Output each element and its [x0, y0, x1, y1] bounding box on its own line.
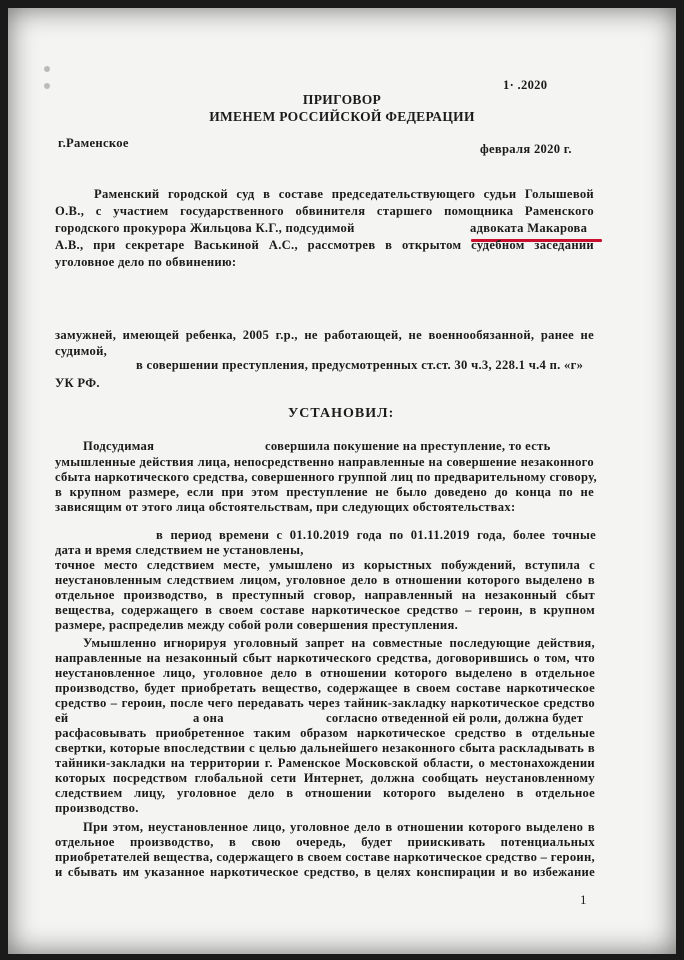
body-line: расфасовывать приобретенное таким образом наркотическое средство в отдельные [55, 726, 595, 740]
lawyer-name: адвоката Макарова [470, 221, 588, 235]
defendant-line: УК РФ. [55, 376, 100, 390]
body-line: вещества, содержащего в своем составе наркотическое средство – героин, в крупном [55, 603, 595, 617]
intro-line: О.В., с участием государственного обвинителя старшего помощника Раменского [55, 204, 594, 218]
body-line: тайники-закладки на территории г. Раменское Московской области, о местонахождении [55, 756, 595, 770]
body-line: совершила покушение на преступление, то есть [265, 439, 551, 453]
document-title: ПРИГОВОР [302, 92, 382, 107]
body-line: неустановленное лицо, уголовное дело в отношении которого выделено в отдельное [55, 666, 595, 680]
body-line: следствием лицу, уголовное дело в отношении которого выделено в отдельное [55, 786, 595, 800]
intro-line: уголовное дело по обвинению: [55, 255, 237, 269]
date-top: 1· .2020 [503, 78, 548, 92]
city: г.Раменское [58, 136, 129, 150]
body-line: отдельное производство, в преступный сговор, направленный на незаконный сбыт [55, 588, 595, 602]
body-line: размере, распределив между собой роли совершения преступления. [55, 618, 459, 632]
document-page [8, 8, 676, 954]
body-line: дата и время следствием не установлены, [55, 543, 304, 557]
body-line: направленные на незаконный сбыт наркотического средства, договорившись о том, что [55, 651, 595, 665]
defendant-line: судимой, [55, 344, 108, 358]
body-line: в крупном размере, если при этом преступление не было доведено до конца по не [55, 485, 594, 499]
punch-hole [44, 66, 50, 72]
body-line: и сбывать им указанное наркотическое средство, в целях конспирации и во избежание [55, 865, 595, 879]
intro-line: городского прокурора Жильцова К.Г., подсудимой [55, 221, 355, 235]
body-line: Умышленно игнорируя уголовный запрет на совместные последующие действия, [83, 636, 595, 650]
body-line: согласно отведенной ей роли, должна будет [326, 711, 584, 725]
intro-line: А.В., при секретаре Васькиной А.С., рассмотрев в открытом судебном заседании [55, 238, 594, 252]
body-line: производство, будет приобретать вещество, содержащее в своем составе наркотическое [55, 681, 595, 695]
intro-line: Раменский городской суд в составе председательствующего судьи Голышевой [94, 187, 594, 201]
body-line: производство. [55, 801, 139, 815]
date: февраля 2020 г. [480, 142, 572, 156]
defendant-line: в совершении преступления, предусмотренных ст.ст. 30 ч.3, 228.1 ч.4 п. «г» [136, 358, 584, 372]
body-line: При этом, неустановленное лицо, уголовное дело в отношении которого выделено в [83, 820, 595, 834]
body-line: сбыта наркотического средства, совершенного группой лиц по предварительному сговору, [55, 470, 597, 484]
body-line: зависящим от этого лица обстоятельствам, при следующих обстоятельствах: [55, 500, 516, 514]
body-line: а она [193, 711, 224, 725]
body-line: отдельное производство, в свою очередь, будет приискивать потенциальных [55, 835, 595, 849]
body-line: точное место следствием месте, умышлено из корыстных побуждений, вступила с [55, 558, 595, 572]
body-line: свертки, которые впоследствии с целью дальнейшего незаконного сбыта раскладывать в [55, 741, 595, 755]
page-number: 1 [580, 892, 587, 907]
body-line: в период времени с 01.10.2019 года по 01.11.2019 года, более точные [156, 528, 596, 542]
body-line: неустановленным следствием лицом, уголовное дело в отношении которого выделено в [55, 573, 595, 587]
document-subtitle: ИМЕНЕМ РОССИЙСКОЙ ФЕДЕРАЦИИ [209, 109, 475, 124]
body-line: средство – героин, после чего передавать через тайник-закладку наркотическое средство [55, 696, 595, 710]
body-line: ей [55, 711, 69, 725]
section-title: УСТАНОВИЛ: [288, 406, 395, 421]
body-line: умышленные действия лица, непосредственно направленные на совершение незаконного [55, 455, 594, 469]
body-line: приобретателей вещества, содержащего в своем составе наркотическое средство – героин, [55, 850, 595, 864]
defendant-line: замужней, имеющей ребенка, 2005 г.р., не работающей, не военнообязанной, ранее не [55, 328, 594, 342]
body-line: которых посредством глобальной сети Интернет, должна сообщать неустановленному [55, 771, 595, 785]
punch-hole [44, 83, 50, 89]
body-line: Подсудимая [83, 439, 155, 453]
